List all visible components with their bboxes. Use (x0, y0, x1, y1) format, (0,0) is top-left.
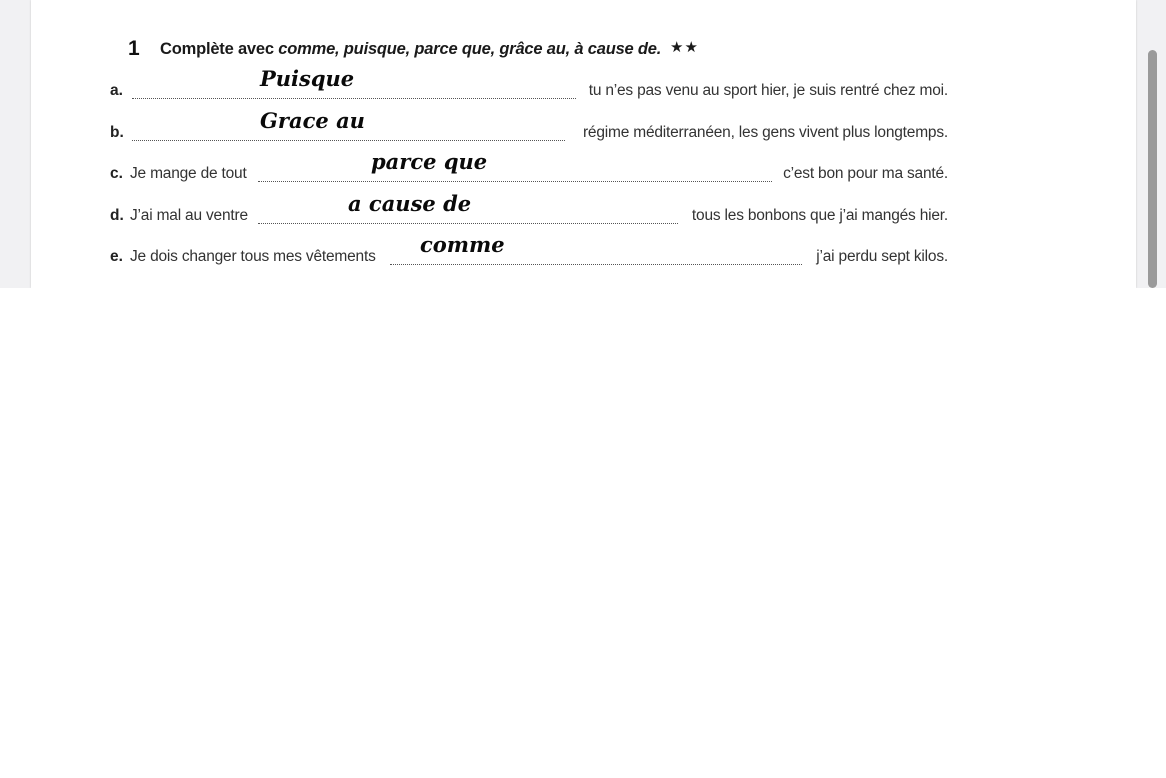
item-letter: c. (110, 165, 123, 182)
item-text-after: c’est bon pour ma santé. (783, 165, 948, 182)
exercise-item-d (31, 191, 1136, 225)
difficulty-stars: ★★ (670, 39, 699, 56)
handwritten-answer: Grace au (260, 108, 365, 133)
exercise-number: 1 (128, 37, 140, 60)
exercise-header (31, 36, 931, 60)
answer-blank-line[interactable] (132, 98, 576, 99)
document-viewer (0, 0, 1166, 288)
exercise-item-a (31, 66, 1136, 100)
item-text-after: tu n’es pas venu au sport hier, je suis rentré chez moi. (588, 82, 948, 99)
exercise-item-c (31, 149, 1136, 183)
item-text-after: tous les bonbons que j’ai mangés hier. (691, 207, 948, 224)
exercise-instruction (160, 40, 661, 59)
item-letter: a. (110, 82, 123, 99)
item-text-after: j’ai perdu sept kilos. (816, 248, 948, 265)
item-text-before: Je dois changer tous mes vêtements (130, 248, 376, 265)
answer-blank-line[interactable] (258, 181, 772, 182)
handwritten-answer: parce que (371, 149, 488, 174)
answer-blank-line[interactable] (258, 223, 678, 224)
answer-blank-line[interactable] (390, 264, 802, 265)
handwritten-answer: a cause de (348, 191, 472, 216)
handwritten-answer: comme (420, 232, 505, 257)
exercise-item-b (31, 108, 1136, 142)
exercise-item-e (31, 232, 1136, 266)
item-letter: e. (110, 248, 123, 265)
instruction-words: comme, puisque, parce que, grâce au, à cause de. (278, 40, 662, 58)
item-text-before: J’ai mal au ventre (130, 207, 248, 224)
item-letter: d. (110, 207, 124, 224)
answer-blank-line[interactable] (132, 140, 565, 141)
instruction-prefix: Complète avec (160, 40, 274, 58)
item-letter: b. (110, 124, 124, 141)
item-text-after: régime méditerranéen, les gens vivent plus longtemps. (582, 124, 948, 141)
item-text-before: Je mange de tout (130, 165, 247, 182)
vertical-scrollbar[interactable] (1146, 0, 1160, 288)
scrollbar-thumb[interactable] (1148, 50, 1157, 288)
document-page (31, 0, 1136, 288)
handwritten-answer: Puisque (260, 66, 355, 91)
